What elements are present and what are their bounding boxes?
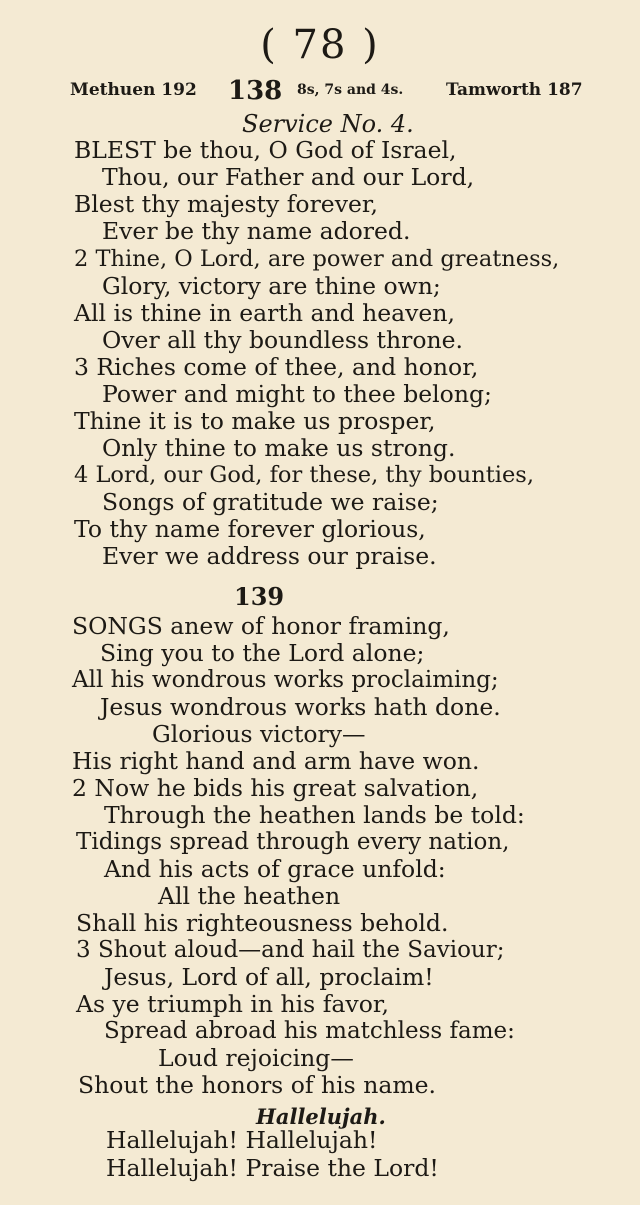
- verse-line: Thine it is to make us prosper,: [74, 407, 436, 435]
- verse-line: Glory, victory are thine own;: [102, 272, 441, 300]
- verse-line: Glorious victory—: [152, 720, 366, 748]
- verse-line: 2 Thine, O Lord, are power and greatness,: [74, 246, 560, 272]
- verse-line: Spread abroad his matchless fame:: [104, 1018, 515, 1044]
- verse-line: Only thine to make us strong.: [102, 434, 456, 462]
- verse-line: All his wondrous works proclaiming;: [72, 667, 499, 693]
- verse-line: Over all thy boundless throne.: [102, 326, 463, 354]
- hymn-138-subtitle: Service No. 4.: [242, 110, 414, 138]
- verse-line: 3 Riches come of thee, and honor,: [74, 353, 479, 381]
- verse-line: 2 Now he bids his great salvation,: [72, 774, 479, 802]
- verse-line: Power and might to thee belong;: [102, 380, 492, 408]
- verse-line: As ye triumph in his favor,: [76, 990, 389, 1018]
- hallelujah-heading: Hallelujah.: [256, 1104, 386, 1129]
- verse-line: SONGS anew of honor framing,: [72, 612, 450, 640]
- verse-line: Blest thy majesty forever,: [74, 190, 379, 218]
- page-number: ( 78 ): [260, 22, 380, 68]
- verse-line: Shout the honors of his name.: [78, 1071, 437, 1099]
- verse-line: Through the heathen lands be told:: [104, 801, 525, 829]
- verse-line: Hallelujah! Hallelujah!: [106, 1126, 378, 1154]
- verse-line: Shall his righteousness behold.: [76, 909, 449, 937]
- tune-right: Tamworth 187: [446, 80, 583, 100]
- verse-line: Sing you to the Lord alone;: [100, 639, 425, 667]
- verse-line: Ever be thy name adored.: [102, 217, 411, 245]
- verse-line: Tidings spread through every nation,: [76, 829, 510, 855]
- verse-line: Loud rejoicing—: [158, 1044, 354, 1072]
- hymn-number-138: 138: [228, 76, 283, 106]
- verse-line: Thou, our Father and our Lord,: [102, 163, 475, 191]
- verse-line: 4 Lord, our God, for these, thy bounties,: [74, 462, 534, 488]
- verse-line: Jesus wondrous works hath done.: [100, 693, 501, 721]
- verse-line: Jesus, Lord of all, proclaim!: [104, 963, 434, 991]
- meter: 8s, 7s and 4s.: [297, 82, 404, 98]
- verse-line: Ever we address our praise.: [102, 542, 437, 570]
- verse-line: All the heathen: [158, 882, 341, 910]
- verse-line: All is thine in earth and heaven,: [74, 299, 455, 327]
- hymn-number-139: 139: [234, 582, 285, 611]
- verse-line: Songs of gratitude we raise;: [102, 488, 439, 516]
- verse-line: BLEST be thou, O God of Israel,: [74, 136, 457, 164]
- verse-line: 3 Shout aloud—and hail the Saviour;: [76, 937, 505, 963]
- verse-line: His right hand and arm have won.: [72, 747, 480, 775]
- verse-line: And his acts of grace unfold:: [104, 855, 446, 883]
- verse-line: Hallelujah! Praise the Lord!: [106, 1154, 439, 1182]
- verse-line: To thy name forever glorious,: [74, 515, 426, 543]
- tune-left: Methuen 192: [70, 80, 197, 100]
